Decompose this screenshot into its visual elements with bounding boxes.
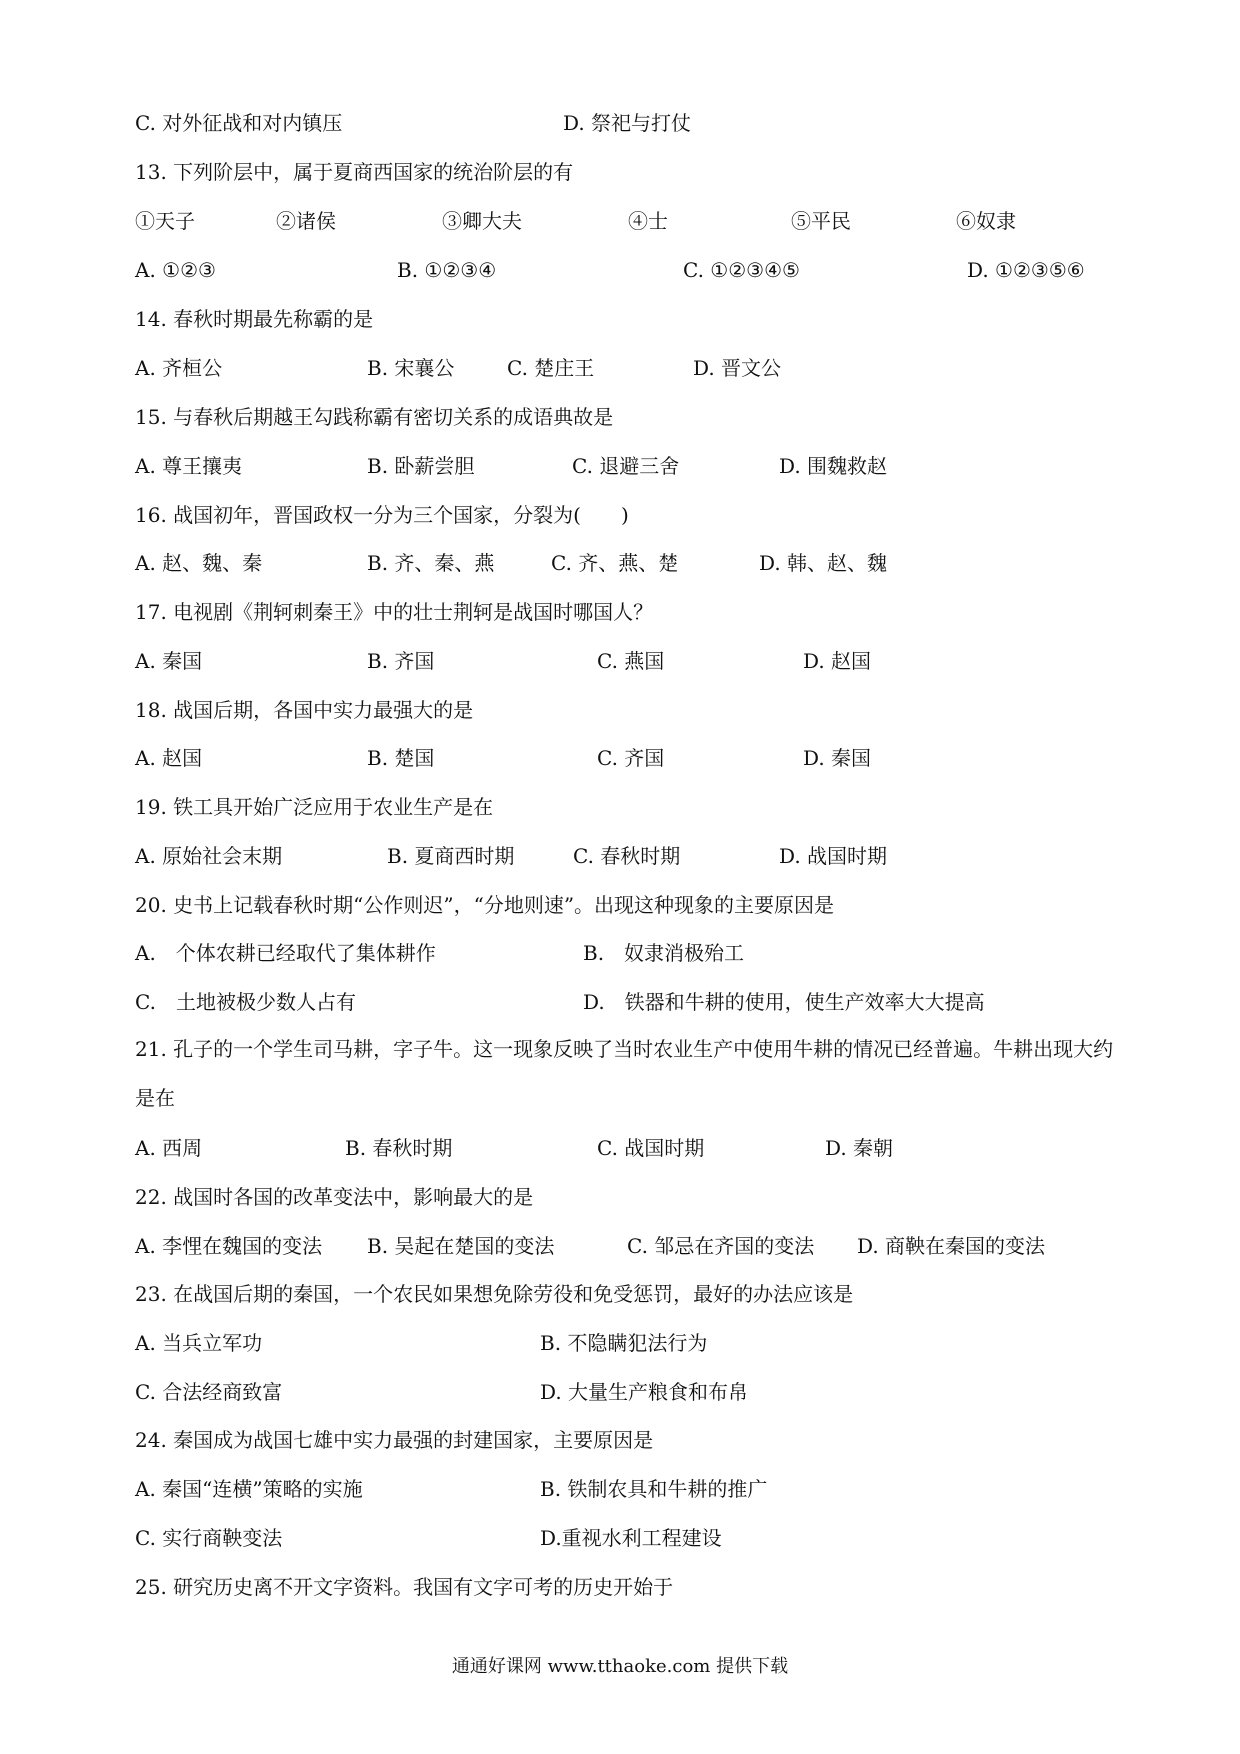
option-c: C. 楚庄王: [507, 356, 595, 380]
option-d: D.重视水利工程建设: [540, 1526, 722, 1550]
option-b: B. 不隐瞒犯法行为: [540, 1331, 708, 1355]
option-b: B. 齐、秦、燕: [367, 551, 495, 575]
option-a: A. 原始社会末期: [135, 844, 283, 868]
option-b: B. 夏商西时期: [387, 844, 515, 868]
item-5: ⑤平民: [791, 209, 851, 233]
option-b: B. 铁制农具和牛耕的推广: [540, 1477, 768, 1501]
option-b: B. 春秋时期: [345, 1136, 453, 1160]
question-19-stem: 19. 铁工具开始广泛应用于农业生产是在: [135, 795, 494, 819]
item-3: ③卿大夫: [442, 209, 522, 233]
question-21-stem: 21. 孔子的一个学生司马耕，字子牛。这一现象反映了当时农业生产中使用牛耕的情况已经普遍。牛耕出现大约是在: [135, 1037, 1114, 1110]
option-c: C. 齐国: [597, 746, 665, 770]
question-20-stem: 20. 史书上记载春秋时期“公作则迟”，“分地则速”。出现这种现象的主要原因是: [135, 893, 835, 917]
option-b: B. 卧薪尝胆: [367, 454, 475, 478]
option-d: D. 秦朝: [825, 1136, 894, 1160]
option-c: C. 战国时期: [597, 1136, 705, 1160]
option-a: A. 赵国: [135, 746, 203, 770]
question-14-stem: 14. 春秋时期最先称霸的是: [135, 307, 374, 331]
option-a: A. 秦国: [135, 649, 203, 673]
option-b: B. 奴隶消极殆工: [583, 941, 745, 965]
item-1: ①天子: [135, 209, 195, 233]
option-b: B. 齐国: [367, 649, 435, 673]
option-d: D. 晋文公: [693, 356, 782, 380]
page-footer: 通通好课网 www.tthaoke.com 提供下载: [451, 1656, 789, 1677]
question-16-stem: 16. 战国初年，晋国政权一分为三个国家，分裂为( ): [135, 503, 629, 527]
option-d: D. 商鞅在秦国的变法: [857, 1234, 1046, 1258]
question-23-stem: 23. 在战国后期的秦国，一个农民如果想免除劳役和免受惩罚，最好的办法应该是: [135, 1282, 854, 1306]
option-c: C. 对外征战和对内镇压: [135, 111, 343, 135]
option-c: C. ①②③④⑤: [683, 258, 800, 282]
option-a: A. 赵、魏、秦: [135, 551, 263, 575]
option-d: D. 赵国: [803, 649, 872, 673]
option-a: A. 秦国“连横”策略的实施: [135, 1477, 363, 1501]
option-a: A. 齐桓公: [135, 356, 223, 380]
option-b: B. 楚国: [367, 746, 435, 770]
option-c: C. 齐、燕、楚: [551, 551, 679, 575]
option-c: C. 春秋时期: [573, 844, 681, 868]
question-25-stem: 25. 研究历史离不开文字资料。我国有文字可考的历史开始于: [135, 1575, 674, 1599]
option-a: A. 西周: [135, 1136, 203, 1160]
question-17-stem: 17. 电视剧《荆轲刺秦王》中的壮士荆轲是战国时哪国人？: [135, 600, 654, 624]
option-a: A. 当兵立军功: [135, 1331, 263, 1355]
item-6: ⑥奴隶: [956, 209, 1016, 233]
option-d: D. 祭祀与打仗: [563, 111, 692, 135]
item-2: ②诸侯: [276, 209, 336, 233]
item-4: ④士: [628, 209, 668, 233]
option-a: A. 个体农耕已经取代了集体耕作: [135, 941, 436, 965]
option-a: A. 尊王攘夷: [135, 454, 243, 478]
option-d: D. 大量生产粮食和布帛: [540, 1380, 749, 1404]
option-d: D. ①②③⑤⑥: [967, 258, 1085, 282]
question-18-stem: 18. 战国后期，各国中实力最强大的是: [135, 698, 474, 722]
option-b: B. 宋襄公: [367, 356, 455, 380]
question-22-stem: 22. 战国时各国的改革变法中，影响最大的是: [135, 1185, 534, 1209]
option-b: B. 吴起在楚国的变法: [367, 1234, 555, 1258]
option-c: C. 邹忌在齐国的变法: [627, 1234, 815, 1258]
option-c: C. 退避三舍: [572, 454, 680, 478]
option-a: A. 李悝在魏国的变法: [135, 1234, 323, 1258]
option-c: C. 土地被极少数人占有: [135, 990, 356, 1014]
option-c: C. 实行商鞅变法: [135, 1526, 283, 1550]
option-d: D. 秦国: [803, 746, 872, 770]
option-b: B. ①②③④: [397, 258, 497, 282]
option-d: D. 韩、赵、魏: [759, 551, 888, 575]
option-c: C. 合法经商致富: [135, 1380, 283, 1404]
option-a: A. ①②③: [135, 258, 216, 282]
question-15-stem: 15. 与春秋后期越王勾践称霸有密切关系的成语典故是: [135, 405, 614, 429]
option-d: D. 战国时期: [779, 844, 888, 868]
option-d: D. 铁器和牛耕的使用，使生产效率大大提高: [583, 990, 985, 1014]
option-d: D. 围魏救赵: [779, 454, 888, 478]
question-13-stem: 13. 下列阶层中，属于夏商西国家的统治阶层的有: [135, 160, 574, 184]
question-24-stem: 24. 秦国成为战国七雄中实力最强的封建国家，主要原因是: [135, 1428, 654, 1452]
option-c: C. 燕国: [597, 649, 665, 673]
